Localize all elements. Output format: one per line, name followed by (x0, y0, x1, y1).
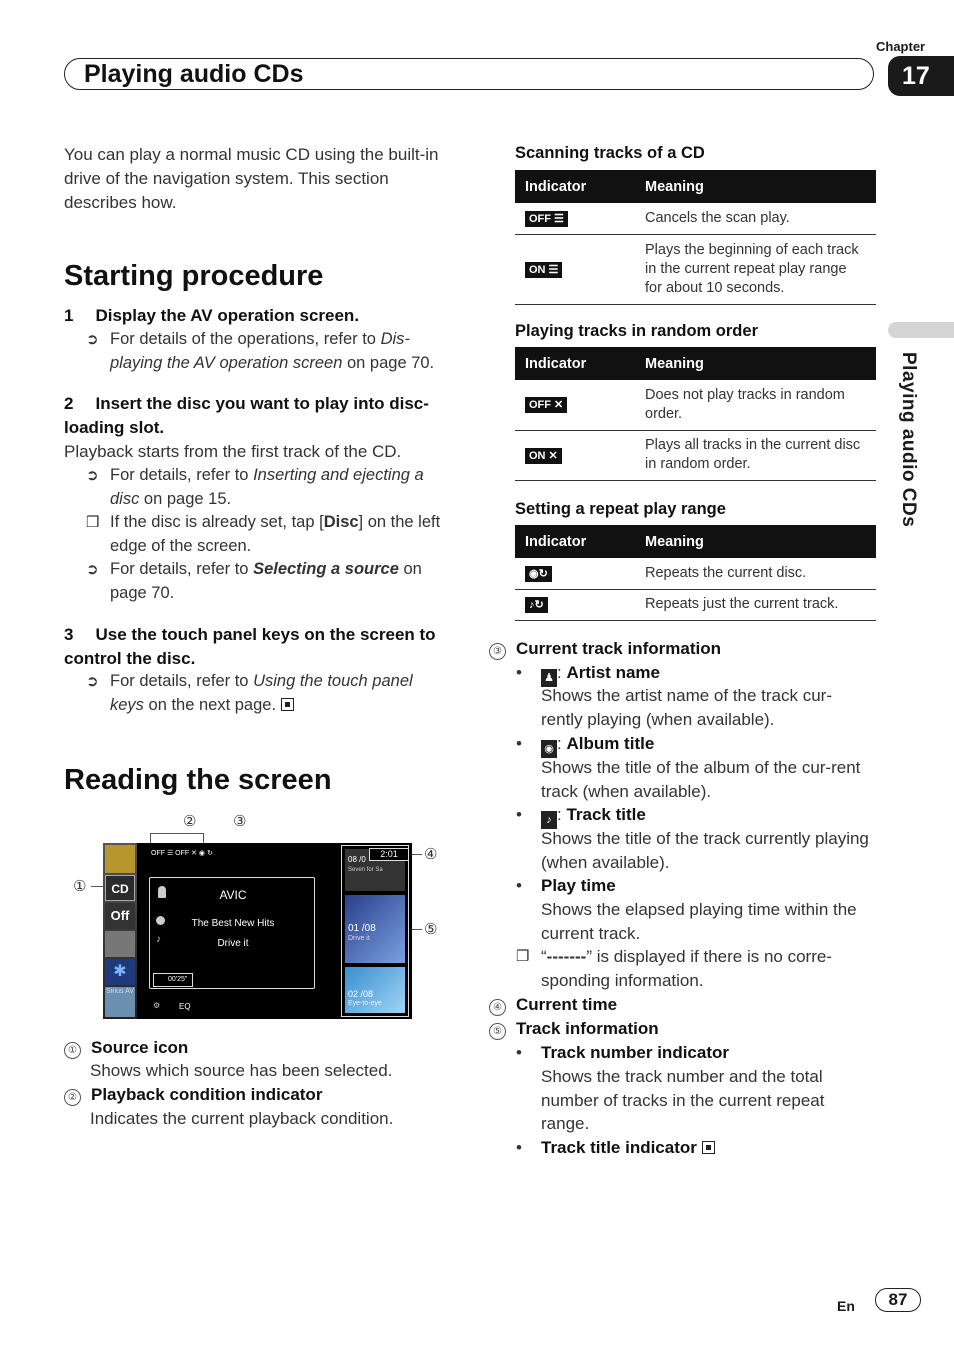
track-note-icon: ♪ (541, 811, 557, 829)
track-note-icon: ♪ (156, 934, 161, 945)
item-title: Current time (516, 995, 618, 1014)
page-number: 87 (875, 1288, 921, 1312)
tracknum-desc: Shows the track number and the total number of tracks in the current repeat range. (541, 1067, 825, 1133)
callout-line (91, 886, 103, 887)
item-number: ② (64, 1089, 81, 1106)
item-title: Track information (516, 1019, 659, 1038)
end-mark-icon (702, 1141, 715, 1154)
bullet-label: Track title (566, 805, 646, 824)
current-time: 2:01 (369, 848, 409, 861)
playtime-desc: Shows the elapsed playing time within the current track. (541, 900, 857, 943)
item-title: Current track information (516, 639, 721, 658)
step-number: 1 (64, 306, 74, 325)
scan-on-icon: ON ☰ (525, 262, 562, 278)
column-header: Indicator (515, 347, 635, 380)
callout-5: ⑤ (424, 921, 438, 938)
scan-off-icon: OFF ☰ (525, 211, 568, 227)
item-title: Source icon (91, 1038, 189, 1057)
sirius-source-icon[interactable]: Sirius AV (105, 987, 135, 1017)
table-title: Scanning tracks of a CD (515, 144, 705, 162)
cross-reference: Selecting a source (253, 560, 399, 578)
bullet-label: Play time (541, 876, 616, 895)
column-header: Meaning (635, 170, 876, 203)
radio-source-icon[interactable] (105, 845, 135, 873)
language-label: En (837, 1298, 855, 1314)
no-info-note: ❒ “-------” is displayed if there is no corre-sponding information. (516, 947, 832, 990)
table-cell: Repeats just the current track. (635, 589, 876, 620)
note-2: ➲ For details, refer to Inserting and ejecting a disc on page 15. (86, 466, 424, 508)
settings-icon[interactable]: ⚙ (153, 1001, 161, 1010)
repeat-track-icon: ♪↻ (525, 597, 548, 613)
note-4: ➲ For details, refer to Selecting a source on page 70. (86, 560, 422, 602)
artist-desc: Shows the artist name of the track cur-rently playing (when available). (541, 686, 833, 729)
side-tab-label: Playing audio CDs (898, 352, 919, 528)
step-text: Display the AV operation screen. (95, 306, 360, 325)
item-2-desc: Indicates the current playback condition. (90, 1109, 394, 1128)
play-time: 00'25" (153, 973, 193, 987)
item-number: ③ (489, 643, 506, 660)
reading-heading: Reading the screen (64, 764, 332, 796)
end-mark-icon (281, 698, 294, 711)
callout-2: ② (183, 813, 197, 830)
track-list-panel (341, 845, 409, 1017)
column-header: Indicator (515, 170, 635, 203)
album-desc: Shows the title of the album of the cur-rent track (when available). (541, 758, 861, 801)
cd-source-icon[interactable]: CD (105, 875, 135, 901)
table-title: Playing tracks in random order (515, 322, 758, 340)
chapter-label: Chapter (876, 39, 926, 54)
off-source-icon[interactable]: Off (105, 903, 135, 929)
note-1: ➲ For details of the operations, refer to Dis-playing the AV operation screen on page 70. (86, 330, 435, 372)
track-tile-current[interactable]: 01 /08 Drive it (345, 895, 405, 963)
item-1 (64, 1036, 444, 1060)
repeat-disc-icon: ◉↻ (525, 566, 552, 582)
item-number: ⑤ (489, 1023, 506, 1040)
table-cell: Cancels the scan play. (635, 203, 876, 234)
item-2 (64, 1083, 444, 1107)
step-2: 2 Insert the disc you want to play into disc-loading slot. (64, 394, 429, 437)
bullet-label: Artist name (566, 663, 660, 682)
playback-condition-indicator: OFF ☰ OFF ✕ ◉ ↻ (151, 850, 213, 857)
bullet-label: Track title indicator (541, 1138, 697, 1157)
callout-3: ③ (233, 813, 247, 830)
starting-heading: Starting procedure (64, 260, 324, 292)
bullet-label: Album title (566, 734, 655, 753)
step-1 (64, 304, 444, 328)
arrow-icon: ➲ (86, 467, 99, 484)
arrow-icon: ➲ (86, 561, 99, 578)
item-number: ① (64, 1042, 81, 1059)
column-header: Meaning (635, 525, 876, 558)
note-5: ➲ For details, refer to Using the touch panel keys on the next page. (86, 672, 413, 714)
av-screen-illustration (103, 843, 412, 1019)
arrow-icon: ➲ (86, 673, 99, 690)
item-5 (489, 1017, 659, 1041)
callout-1: ① (73, 878, 87, 895)
note-3: ❒ If the disc is already set, tap [Disc] on the left edge of the screen. (86, 513, 441, 555)
intro-text: You can play a normal music CD using the built-in drive of the navigation system. This section describes how. (64, 145, 439, 212)
step-2-body: Playback starts from the first track of the CD. (64, 442, 402, 461)
side-tab (888, 322, 954, 338)
item-1-desc: Shows which source has been selected. (90, 1061, 393, 1080)
ipod-source-icon[interactable] (105, 931, 135, 957)
table-cell: Plays the beginning of each track in the current repeat play range for about 10 seconds. (635, 234, 876, 304)
table-cell: Does not play tracks in random order. (635, 380, 876, 430)
table-cell: Repeats the current disc. (635, 558, 876, 589)
eq-button[interactable]: EQ (179, 1002, 191, 1011)
page-title: Playing audio CDs (84, 60, 304, 88)
arrow-icon: ➲ (86, 331, 99, 348)
track-desc: Shows the title of the track currently playing (when available). (541, 829, 869, 872)
chapter-number: 17 (888, 56, 954, 96)
item-title: Playback condition indicator (91, 1085, 323, 1104)
random-table (515, 347, 876, 481)
column-header: Indicator (515, 525, 635, 558)
disc-key-label: Disc (323, 513, 359, 531)
table-cell: Plays all tracks in the current disc in random order. (635, 430, 876, 480)
checkbox-icon: ❒ (516, 948, 530, 965)
random-on-icon: ON ✕ (525, 448, 562, 464)
album-icon: ◉ (541, 740, 557, 758)
source-column (103, 843, 137, 1019)
track-title: Drive it (217, 938, 249, 949)
artist-name: AVIC (219, 888, 247, 902)
bluetooth-source-icon[interactable]: ✱ (105, 959, 135, 985)
item-4 (489, 993, 617, 1017)
cross-reference: Dis-playing the AV operation screen (110, 330, 410, 372)
scan-table (515, 170, 876, 305)
random-off-icon: OFF ✕ (525, 397, 567, 413)
checkbox-icon: ❒ (86, 514, 100, 531)
table-title: Setting a repeat play range (515, 500, 726, 518)
repeat-table (515, 525, 876, 621)
cross-reference: Inserting and ejecting a disc (110, 466, 424, 508)
cross-reference: Using the touch panel keys (110, 672, 413, 714)
step-3: 3 Use the touch panel keys on the screen to control the disc. (64, 625, 436, 668)
artist-icon: ♟ (541, 669, 557, 687)
column-header: Meaning (635, 347, 876, 380)
item-number: ④ (489, 999, 506, 1016)
track-tile[interactable]: 08 /0 Seven for Sa (345, 849, 405, 891)
bullet-label: Track number indicator (541, 1043, 729, 1062)
album-title: The Best New Hits (191, 918, 275, 929)
track-tile[interactable]: 02 /08 Eye-to-eye (345, 967, 405, 1013)
item-3 (489, 637, 721, 661)
callout-4: ④ (424, 846, 438, 863)
